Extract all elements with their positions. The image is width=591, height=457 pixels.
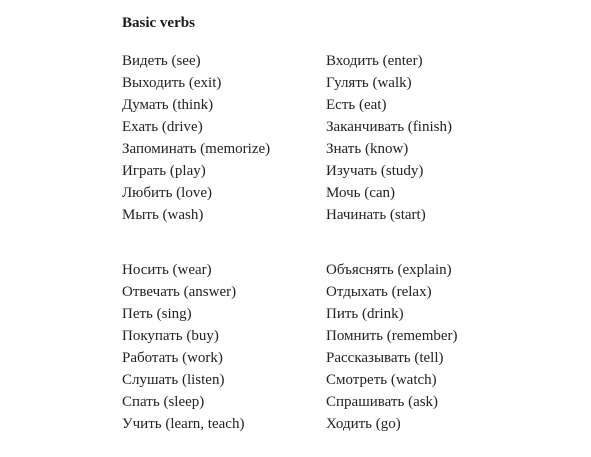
verb-item: Думать (think): [122, 97, 214, 113]
verb-item: Знать (know): [326, 141, 409, 157]
verb-item: Ехать (drive): [122, 119, 203, 135]
verb-item: Ходить (go): [326, 416, 401, 432]
group2-right-column: [326, 259, 458, 435]
verb-item: Входить (enter): [326, 53, 423, 69]
verb-item: Выходить (exit): [122, 75, 222, 91]
group2-left-column: [122, 259, 244, 435]
verb-item: Петь (sing): [122, 306, 192, 322]
verb-item: Носить (wear): [122, 262, 212, 278]
verb-item: Запоминать (memorize): [122, 141, 271, 157]
verb-item: Мыть (wash): [122, 207, 204, 223]
verb-item: Заканчивать (finish): [326, 119, 452, 135]
verb-item: Покупать (buy): [122, 328, 219, 344]
verb-item: Помнить (remember): [326, 328, 458, 344]
verb-item: Начинать (start): [326, 207, 426, 223]
verb-item: Пить (drink): [326, 306, 404, 322]
verb-item: Есть (eat): [326, 97, 387, 113]
verb-item: Мочь (can): [326, 185, 396, 201]
verb-item: Спать (sleep): [122, 394, 205, 410]
verb-item: Любить (love): [122, 185, 212, 201]
verb-item: Играть (play): [122, 163, 206, 179]
verb-item: Спрашивать (ask): [326, 394, 439, 410]
verb-item: Работать (work): [122, 350, 223, 366]
verb-item: Изучать (study): [326, 163, 424, 179]
verb-item: Объяснять (explain): [326, 262, 452, 278]
verb-item: Отвечать (answer): [122, 284, 237, 300]
verb-item: Слушать (listen): [122, 372, 225, 388]
verb-item: Отдыхать (relax): [326, 284, 432, 300]
verb-item: Гулять (walk): [326, 75, 412, 91]
page-title: Basic verbs: [122, 15, 195, 31]
group1-left-column: [122, 50, 270, 226]
verb-item: Рассказывать (tell): [326, 350, 444, 366]
verb-item: Учить (learn, teach): [122, 416, 245, 432]
group1-right-column: [326, 50, 452, 226]
verb-item: Смотреть (watch): [326, 372, 437, 388]
verb-item: Видеть (see): [122, 53, 201, 69]
